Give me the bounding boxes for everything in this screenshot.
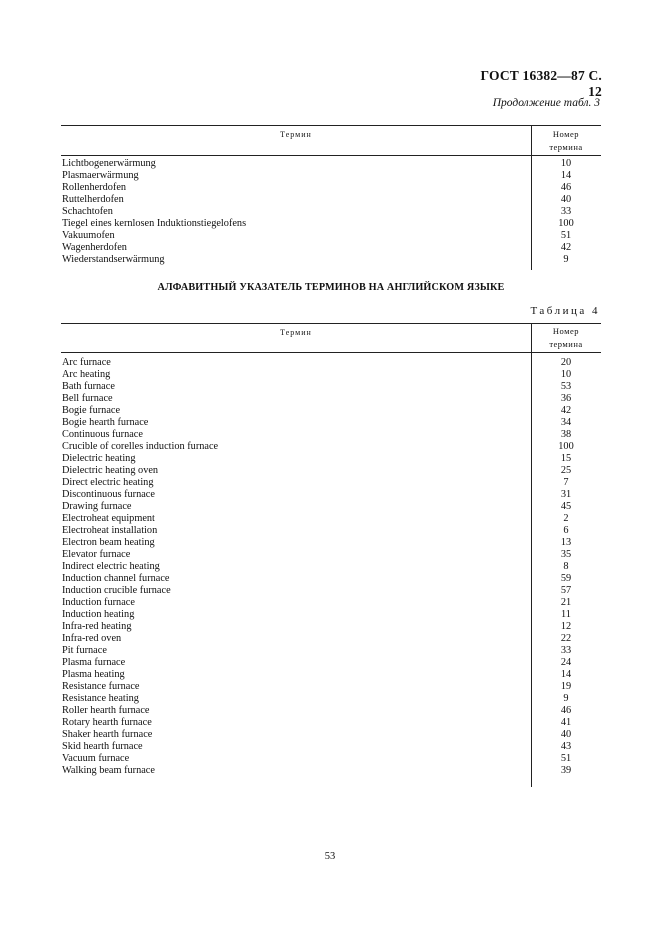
table-row-number: 33	[560, 645, 572, 656]
table-4-header-term: Термин	[280, 328, 312, 337]
table-row-number: 9	[563, 693, 569, 704]
table-row-term: Shaker hearth furnace	[62, 729, 153, 740]
table-row-number: 24	[560, 657, 572, 668]
table-row-number: 14	[560, 170, 572, 181]
table-row-term: Vakuumofen	[62, 230, 115, 241]
table-row-number: 8	[563, 561, 569, 572]
table-row-number: 13	[560, 537, 572, 548]
table-row-term: Continuous furnace	[62, 429, 143, 440]
table-row-term: Skid hearth furnace	[62, 741, 143, 752]
table-row-term: Rotary hearth furnace	[62, 717, 152, 728]
table-row-term: Wagenherdofen	[62, 242, 127, 253]
table-row-number: 9	[563, 254, 569, 265]
table-row-number: 43	[560, 741, 572, 752]
table-row-number: 33	[560, 206, 572, 217]
table-row-term: Resistance heating	[62, 693, 139, 704]
table-row-term: Plasma heating	[62, 669, 125, 680]
table-row-term: Pit furnace	[62, 645, 107, 656]
table-row-term: Induction heating	[62, 609, 135, 620]
table-4-header-rule	[61, 352, 601, 353]
table-4-label: Таблица 4	[530, 305, 600, 317]
table-row-term: Bell furnace	[62, 393, 113, 404]
table-row-number: 45	[560, 501, 572, 512]
table-row-number: 38	[560, 429, 572, 440]
table-row-number: 19	[560, 681, 572, 692]
table-row-term: Ruttelherdofen	[62, 194, 124, 205]
table-row-term: Electroheat installation	[62, 525, 158, 536]
table-row-term: Wiederstandserwärmung	[62, 254, 165, 265]
table-row-term: Plasma furnace	[62, 657, 126, 668]
table-row-number: 11	[561, 609, 571, 620]
table-row-number: 12	[560, 621, 572, 632]
table-row-number: 100	[558, 218, 574, 229]
table-row-number: 20	[560, 357, 572, 368]
table-row-number: 21	[560, 597, 572, 608]
table-4-top-rule	[61, 323, 601, 324]
table-row-number: 22	[560, 633, 572, 644]
table-row-number: 39	[560, 765, 572, 776]
table-row-number: 40	[560, 729, 572, 740]
table-row-term: Resistance furnace	[62, 681, 140, 692]
table-row-term: Induction crucible furnace	[62, 585, 171, 596]
table-row-number: 51	[560, 230, 572, 241]
section-title: АЛФАВИТНЫЙ УКАЗАТЕЛЬ ТЕРМИНОВ НА АНГЛИЙСКОМ ЯЗЫКЕ	[157, 282, 505, 293]
table-row-number: 36	[560, 393, 572, 404]
table-row-term: Tiegel eines kernlosen Induktionstiegelofens	[62, 218, 247, 229]
table-row-term: Dielectric heating oven	[62, 465, 159, 476]
table-row-term: Dielectric heating	[62, 453, 136, 464]
table-row-number: 31	[560, 489, 572, 500]
table-row-term: Induction furnace	[62, 597, 135, 608]
table-row-term: Arc heating	[62, 369, 111, 380]
table-row-number: 42	[560, 405, 572, 416]
table-row-number: 46	[560, 705, 572, 716]
table-row-term: Crucible of corelles induction furnace	[62, 441, 219, 452]
table-3-header-term: Термин	[280, 130, 312, 139]
table-row-term: Rollenherdofen	[62, 182, 127, 193]
table-row-term: Bath furnace	[62, 381, 115, 392]
table-row-number: 10	[560, 369, 572, 380]
table-3-top-rule	[61, 125, 601, 126]
table-row-number: 46	[560, 182, 572, 193]
table-row-term: Roller hearth furnace	[62, 705, 150, 716]
table-row-term: Bogie hearth furnace	[62, 417, 149, 428]
table-row-number: 7	[563, 477, 569, 488]
table-row-number: 51	[560, 753, 572, 764]
table-row-number: 6	[563, 525, 569, 536]
table-row-number: 42	[560, 242, 572, 253]
table-3-header-rule	[61, 155, 601, 156]
table-row-term: Walking beam furnace	[62, 765, 155, 776]
table-row-term: Electroheat equipment	[62, 513, 155, 524]
table-row-term: Induction channel furnace	[62, 573, 170, 584]
table-continuation-note: Продолжение табл. 3	[492, 97, 600, 109]
page-number: 53	[324, 851, 336, 862]
table-row-term: Discontinuous furnace	[62, 489, 155, 500]
table-row-term: Direct electric heating	[62, 477, 154, 488]
table-row-term: Infra-red oven	[62, 633, 122, 644]
table-row-term: Schachtofen	[62, 206, 113, 217]
table-row-term: Plasmaerwärmung	[62, 170, 139, 181]
table-row-term: Drawing furnace	[62, 501, 132, 512]
table-row-number: 2	[563, 513, 569, 524]
table-3-header-number: Номер термина	[549, 129, 583, 152]
table-row-term: Vacuum furnace	[62, 753, 130, 764]
table-row-number: 10	[560, 158, 572, 169]
table-row-number: 34	[560, 417, 572, 428]
table-row-number: 40	[560, 194, 572, 205]
table-row-term: Lichtbogenerwärmung	[62, 158, 156, 169]
table-row-number: 15	[560, 453, 572, 464]
table-row-term: Indirect electric heating	[62, 561, 160, 572]
table-row-term: Electron beam heating	[62, 537, 155, 548]
document-code: ГОСТ 16382—87 С. 12	[480, 68, 602, 99]
table-row-term: Bogie furnace	[62, 405, 121, 416]
table-4-header-number: Номер термина	[549, 326, 583, 349]
table-row-number: 57	[560, 585, 572, 596]
table-row-number: 59	[560, 573, 572, 584]
table-row-number: 100	[558, 441, 574, 452]
table-row-term: Infra-red heating	[62, 621, 132, 632]
table-row-number: 25	[560, 465, 572, 476]
table-row-number: 53	[560, 381, 572, 392]
table-row-term: Arc furnace	[62, 357, 111, 368]
table-row-number: 41	[560, 717, 572, 728]
table-row-number: 35	[560, 549, 572, 560]
table-row-number: 14	[560, 669, 572, 680]
table-row-term: Elevator furnace	[62, 549, 131, 560]
